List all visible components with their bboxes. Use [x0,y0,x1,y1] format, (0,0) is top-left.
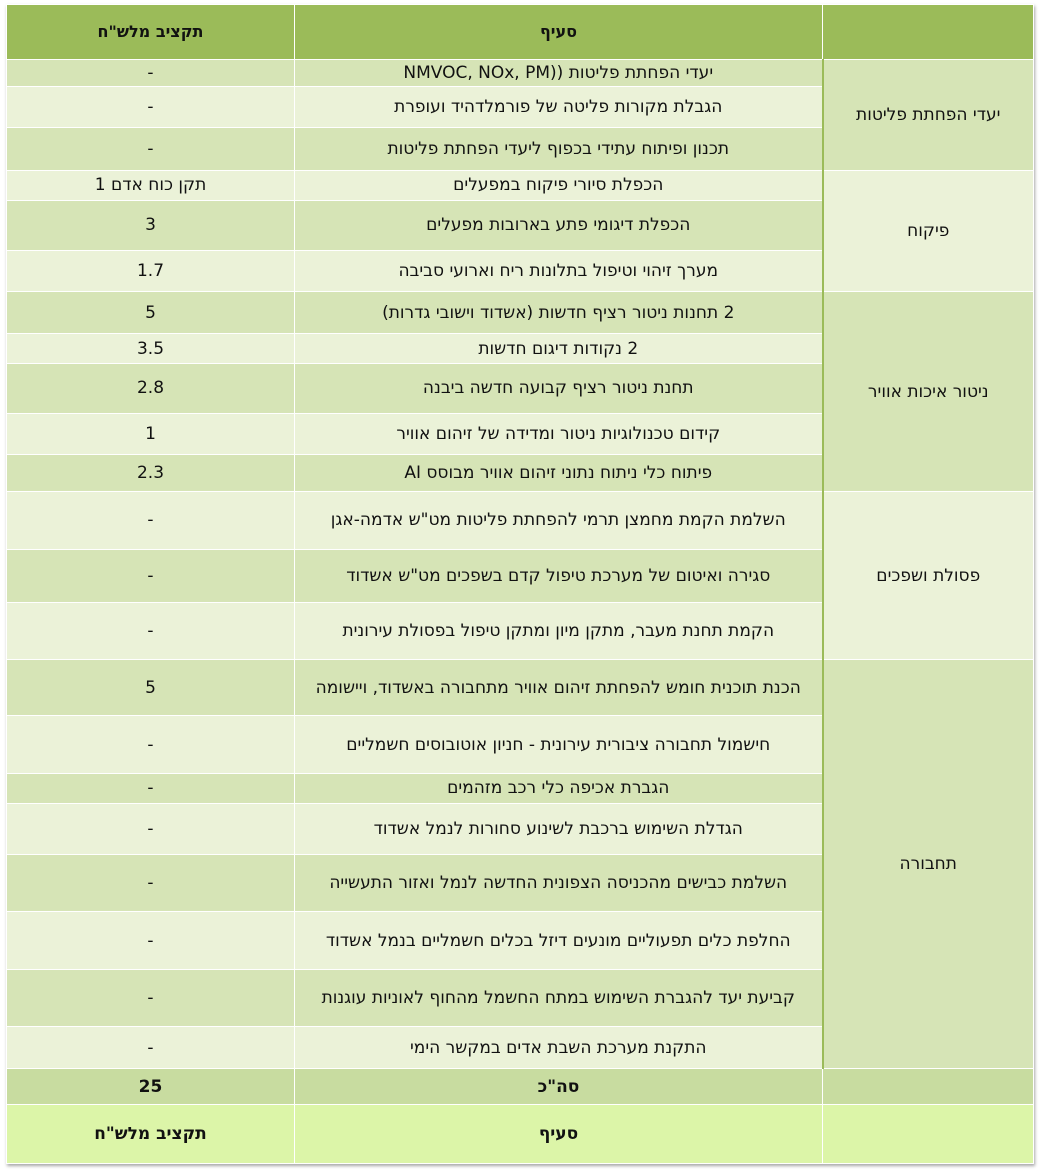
item-text: קידום טכנולוגיות ניטור ומדידה של זיהום אוויר [295,413,823,454]
item-text: קביעת יעד להגברת השימוש במתח החשמל מהחוף לאוניות עוגנות [295,969,823,1026]
item-budget: 5 [7,660,295,716]
item-text: הכפלת סיורי פיקוח במפעלים [295,170,823,200]
footer-budget: תקציב מלש"ח [7,1105,295,1164]
item-text: סגירה ואיטום של מערכת טיפול קדם בשפכים מט"ש אשדוד [295,549,823,602]
item-budget: - [7,492,295,549]
item-text: יעדי הפחתת פליטות ((NMVOC, NOx, PM [295,60,823,87]
item-budget: - [7,803,295,854]
table-row [7,492,1034,549]
item-budget: 1.7 [7,251,295,292]
item-budget: - [7,87,295,128]
total-row [7,1069,1034,1105]
total-label: סה"כ [295,1069,823,1105]
table-row [7,170,1034,200]
item-budget: - [7,602,295,659]
item-text: 2 תחנות ניטור רציף חדשות (אשדוד וישובי גדרות) [295,292,823,334]
total-blank-cell [823,1069,1034,1105]
header-section: סעיף [295,5,823,60]
header-category [823,5,1034,60]
table-row [7,292,1034,334]
item-budget: תקן כוח אדם 1 [7,170,295,200]
header-row [7,5,1034,60]
category-cell: יעדי הפחתת פליטות [823,60,1034,171]
item-text: הכנת תוכנית חומש להפחתת זיהום אוויר מתחבורה באשדוד, ויישומה [295,660,823,716]
footer-row [7,1105,1034,1164]
footer-section: סעיף [295,1105,823,1164]
table-row [7,660,1034,716]
header-budget: תקציב מלש"ח [7,5,295,60]
category-cell: פסולת ושפכים [823,492,1034,660]
item-text: תחנת ניטור רציף קבועה חדשה ביבנה [295,363,823,413]
category-cell: ניטור איכות אוויר [823,292,1034,492]
footer-blank-cell [823,1105,1034,1164]
item-text: הגדלת השימוש ברכבת לשינוע סחורות לנמל אשדוד [295,803,823,854]
item-budget: 3.5 [7,334,295,363]
item-text: השלמת כבישים מהכניסה הצפונית החדשה לנמל ואזור התעשייה [295,855,823,912]
item-text: חישמול תחבורה ציבורית עירונית - חניון אוטובוסים חשמליים [295,716,823,773]
item-budget: 2.8 [7,363,295,413]
item-text: הקמת תחנת מעבר, מתקן מיון ומתקן טיפול בפסולת עירונית [295,602,823,659]
item-text: הגבלת מקורות פליטה של פורמלדהיד ועופרת [295,87,823,128]
item-text: התקנת מערכת השבת אדים במקשר הימי [295,1027,823,1069]
item-budget: - [7,912,295,969]
item-budget: - [7,716,295,773]
item-text: מערך זיהוי וטיפול בתלונות ריח וארועי סביבה [295,251,823,292]
item-text: הגברת אכיפה כלי רכב מזהמים [295,773,823,803]
item-budget: 2.3 [7,455,295,492]
item-budget: 1 [7,413,295,454]
item-text: תכנון ופיתוח עתידי בכפוף ליעדי הפחתת פליטות [295,128,823,170]
item-budget: 3 [7,200,295,250]
item-budget: - [7,60,295,87]
item-text: השלמת הקמת מחמצן תרמי להפחתת פליטות מט"ש אדמה-אגן [295,492,823,549]
category-cell: תחבורה [823,660,1034,1069]
budget-table [6,4,1034,1164]
item-budget: - [7,128,295,170]
item-text: 2 נקודות דיגום חדשות [295,334,823,363]
item-budget: - [7,1027,295,1069]
item-budget: 5 [7,292,295,334]
item-budget: - [7,969,295,1026]
item-budget: - [7,855,295,912]
category-cell: פיקוח [823,170,1034,292]
item-budget: - [7,549,295,602]
total-value: 25 [7,1069,295,1105]
item-text: החלפת כלים תפעוליים מונעים דיזל בכלים חשמליים בנמל אשדוד [295,912,823,969]
item-budget: - [7,773,295,803]
table-row [7,60,1034,87]
item-text: הכפלת דיגומי פתע בארובות מפעלים [295,200,823,250]
item-text: פיתוח כלי ניתוח נתוני זיהום אוויר מבוסס AI [295,455,823,492]
